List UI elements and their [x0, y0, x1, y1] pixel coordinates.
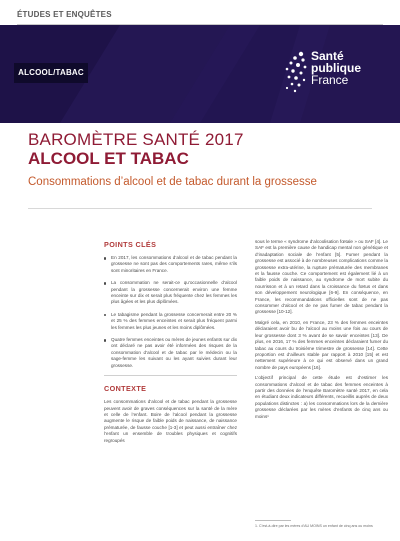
report-subtitle: Consommations d’alcool et de tabac durant la grossesse — [28, 176, 317, 188]
section-divider — [104, 375, 237, 376]
key-point-item: Quatre femmes enceintes ou mères de jeunes enfants sur dix ont déclaré ne pas avoir été informées des risques de la consommation d’alcool et de tabac par le médecin ou la sage-femme les suivant ou les ayant suivies durant leur grossesse. — [104, 337, 237, 369]
body-paragraph: sous le terme « syndrome d’alcoolisation fœtale » ou SAF [4]. Le SAF est la première cause de handicap mental non génétique et d’inadaptation sociale de l’enfant [5]. Fumer pendant la grossesse est associé à de nombreuses complications comme la grossesse extra-utérine, la rupture prématurée des membranes et la fausse couche. Ce comportement est également lié à un faible poids de naissance, au syndrome de mort subite du nourrisson et à un retard dans la croissance du fœtus et dans son développement neurologique [6-9]. En conséquence, en France, les recommandations officielles sont de ne pas consommer d’alcool et de ne pas fumer de tabac pendant la grossesse [10-12]. — [255, 239, 388, 315]
key-point-item: En 2017, les consommations d’alcool et de tabac pendant la grossesse ne sont pas des comportements rares, même s’ils sont minoritaires en France. — [104, 255, 237, 274]
key-point-item: La consommation ne serait-ce qu’occasionnelle d’alcool pendant la grossesse concernerait environ une femme enceinte sur dix et serait plus fréquente chez les femmes les plus âgées et les plus diplômées. — [104, 280, 237, 306]
context-heading: CONTEXTE — [104, 384, 147, 394]
body-paragraph: Malgré cela, en 2010, en France, 23 % des femmes enceintes déclaraient avoir bu de l’alcool au moins une fois au cours de leur grossesse dont 3 % avant de se savoir enceintes [13]. De plus, en 2016, 17 % des femmes enceintes déclaraient fumer du tabac au cours du troisième trimestre de grossesse [14]. Cette proportion est d’ailleurs stable par rapport à 2010 [15] et est nettement supérieure à ce qui est observé dans un grand nombre de pays européens [16]. — [255, 319, 388, 370]
report-title: BAROMÈTRE SANTÉ 2017 — [28, 130, 244, 149]
left-column — [104, 240, 237, 448]
right-column — [255, 239, 388, 424]
section-label: ÉTUDES ET ENQUÊTES — [17, 10, 112, 19]
title-block — [28, 130, 373, 189]
key-points-heading: POINTS CLÉS — [104, 240, 157, 249]
key-point-item: Le tabagisme pendant la grossesse concernerait entre 20 % et 25 % des femmes enceintes et serait plus fréquent parmi les femmes les plus jeunes et les moins diplômées. — [104, 312, 237, 331]
logo-wordmark — [311, 50, 361, 86]
footnote: 1. C’est-à-dire par les mères d’AU MOINS un enfant de cinq ans ou moins — [255, 524, 373, 528]
logo-dots-icon — [283, 50, 309, 96]
logo-line-1: Santé — [311, 49, 344, 63]
footnote-divider — [255, 520, 291, 521]
context-paragraph: Les consommations d’alcool et de tabac pendant la grossesse peuvent avoir de graves conséquences sur la santé de la mère et celle de l’enfant. Boire de l’alcool pendant la grossesse augmente le risque de faible poids de naissance, de naissance prématurée, de fausse couche [1-3] et peut aussi entraîner chez l’enfant un ensemble de troubles physiques et cognitifs regroupés — [104, 399, 237, 443]
topic-tag: ALCOOL/TABAC — [14, 63, 88, 83]
body-paragraph: L’objectif principal de cette étude est d’estimer les consommations d’alcool et de tabac des femmes enceintes à partir des données de l’enquête Baromètre santé 2017, en cela en étudiant deux indicateurs différents, recueillis auprès de deux populations distinctes : a) les consommations lors de la dernière grossesse déclarées par les mères d’enfants de cinq ans ou moins¹ — [255, 375, 388, 419]
title-divider — [28, 208, 372, 209]
logo-line-2: publique — [311, 61, 361, 75]
banner — [0, 25, 400, 123]
logo-line-3: France — [311, 73, 349, 87]
santé-publique-france-logo — [283, 44, 383, 100]
report-topic: ALCOOL ET TABAC — [28, 149, 189, 168]
